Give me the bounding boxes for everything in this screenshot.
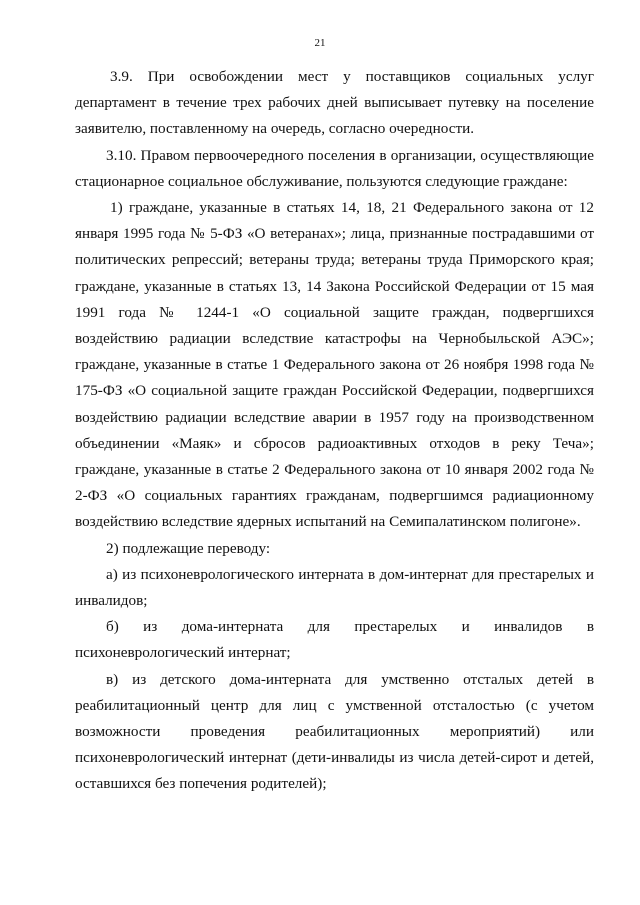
page-number: 21 [314,37,326,49]
sub-item-v: в) из детского дома-интерната для умственно отсталых детей в реабилитационный центр для лиц с умственной отсталостью (с учетом возможности проведения реабилитационных мероприятий) или психоневрологический интернат (дети-инвалиды из числа детей-сирот и детей, оставшихся без попечения родителей); [75,670,594,793]
list-item-1: 1) граждане, указанные в статьях 14, 18, 21 Федерального закона от 12 января 1995 года № 5-ФЗ «О ветеранах»; лица, признанные пострадавшими от политических репрессий; ветераны труда; ветераны труда Приморского края; граждане, указанные в статьях 13, 14 Закона Российской Федерации от 15 мая 1991 года № 1244-1 «О социальной защите граждан, подвергшихся воздействию радиации вследствие катастрофы на Чернобыльской АЭС»; граждане, указанные в статье 1 Федерального закона от 26 ноября 1998 года № 175-ФЗ «О социальной защите граждан Российской Федерации, подвергшихся воздействию радиации вследствие аварии в 1957 году на производственном объединении «Маяк» и сбросов радиоактивных отходов в реку Теча»; граждане, указанные в статье 2 Федерального закона от 10 января 2002 года № 2-ФЗ «О социальных гарантиях гражданам, подвергшимся радиационному воздействию вследствие ядерных испытаний на Семипалатинском полигоне». [75,199,594,531]
document-body [75,64,594,798]
sub-item-b: б) из дома-интерната для престарелых и инвалидов в психоневрологический интернат; [75,618,594,662]
paragraph-3-10: 3.10. Правом первоочередного поселения в организации, осуществляющие стационарное социальное обслуживание, пользуются следующие граждане: [75,146,594,190]
list-item-2: 2) подлежащие переводу: [106,539,271,557]
paragraph-3-9: 3.9. При освобождении мест у поставщиков социальных услуг департамент в течение трех рабочих дней выписывает путевку на поселение заявителю, поставленному на очередь, согласно очередности. [75,68,594,138]
sub-item-a: а) из психоневрологического интерната в дом-интернат для престарелых и инвалидов; [75,565,594,610]
